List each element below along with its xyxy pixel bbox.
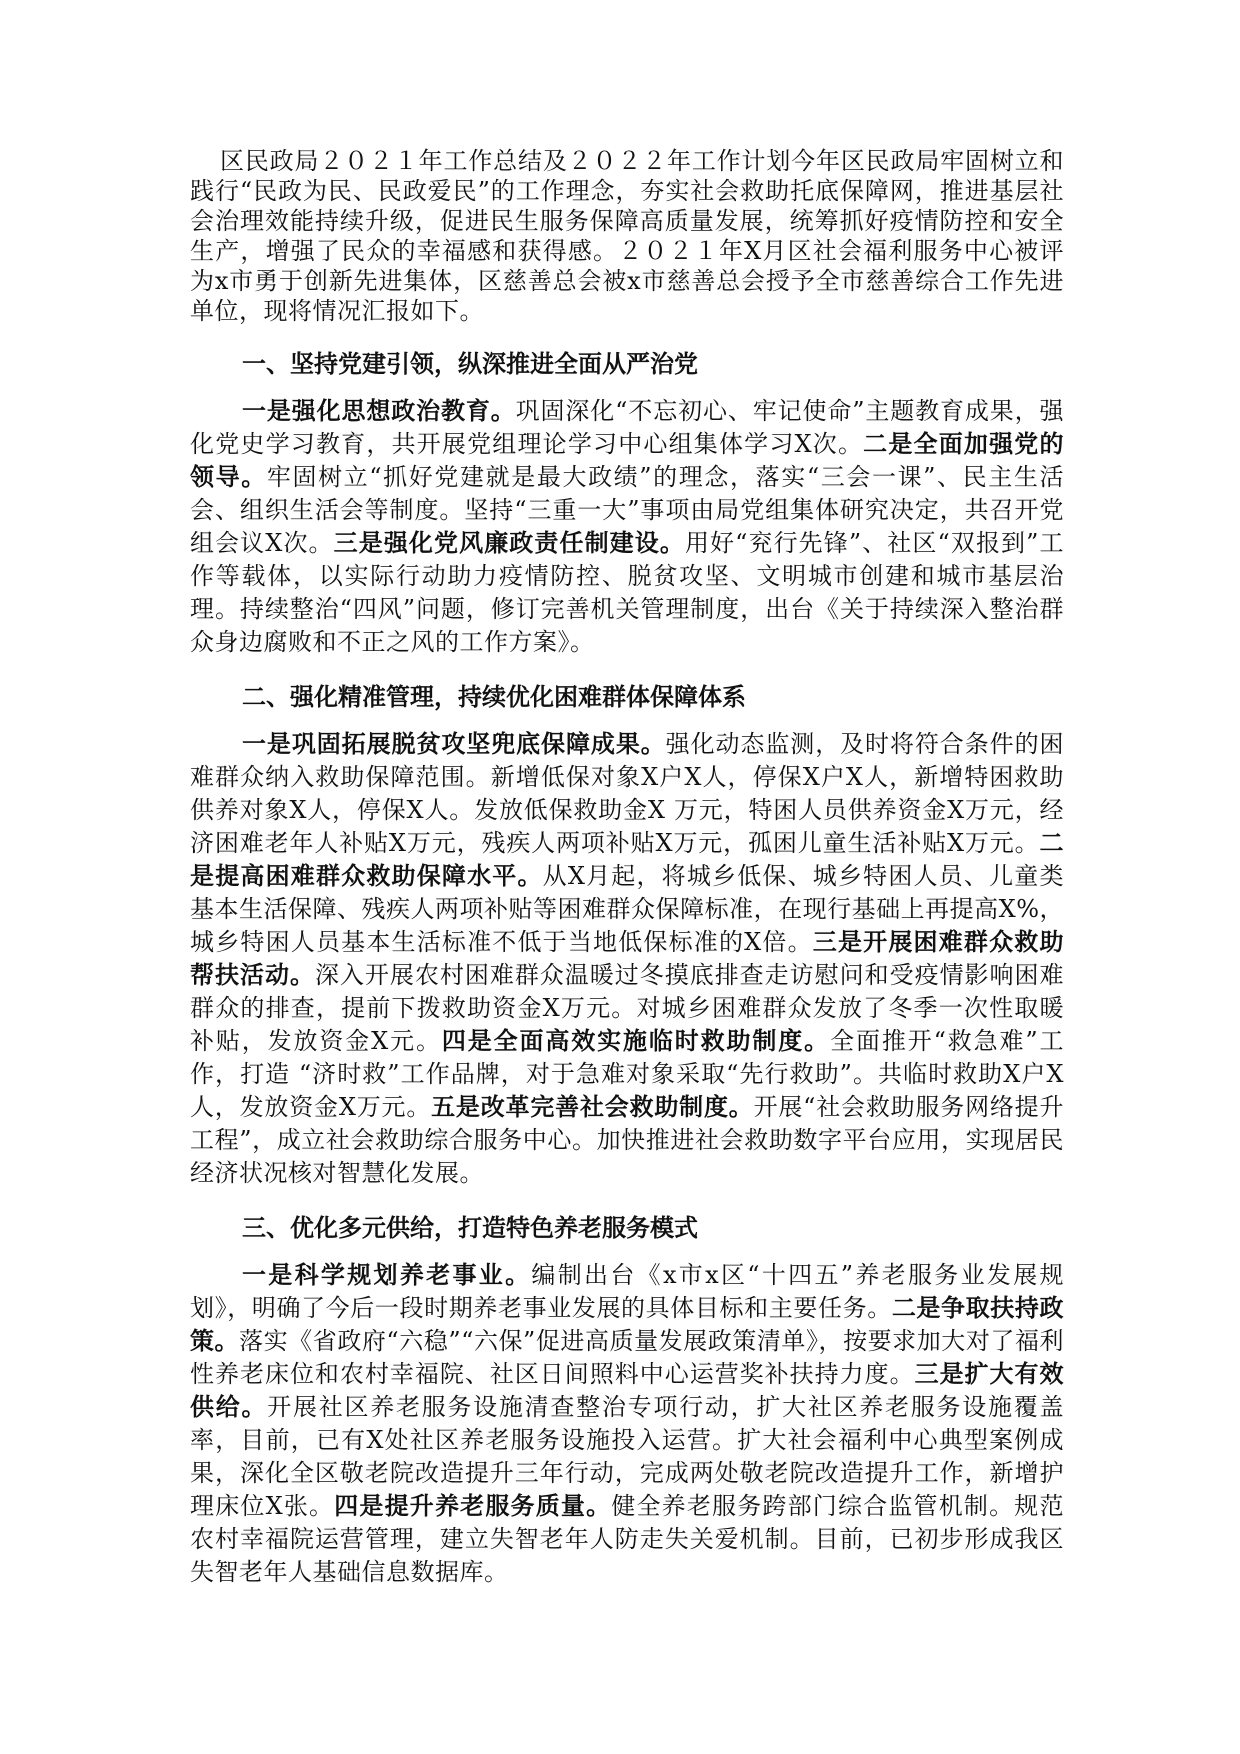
bold-lead-phrase: 一是巩固拓展脱贫攻坚兜底保障成果。 — [242, 730, 666, 758]
body-text: 开展社区养老服务设施清查整治专项行动，扩大社区养老服务设施覆盖率，目前，已有X处社区养老服务设施投入运营。扩大社会福利中心典型案例成果，深化全区敬老院改造提升三年行动，完成两处敬老院改造提升工作，新增护理床位X张。 — [190, 1393, 1065, 1520]
body-text: 牢固树立“抓好党建就是最大政绩”的理念，落实“三会一课”、民主生活会、组织生活会等制度。坚持“三重一大”事项由局党组集体研究决定，共召开党组会议X次。 — [190, 463, 1065, 557]
body-text: 全面推开“救急难”工作，打造 “济时救”工作品牌，对于急难对象采取“先行救助”。共临时救助X户X人，发放资金X万元。 — [190, 1027, 1065, 1121]
bold-lead-phrase: 五是改革完善社会救助制度。 — [431, 1093, 754, 1121]
body-text: 开展“社会救助服务网络提升工程”，成立社会救助综合服务中心。加快推进社会救助数字平台应用，实现居民经济状况核对智慧化发展。 — [190, 1093, 1064, 1187]
section-heading: 三、优化多元供给，打造特色养老服务模式 — [242, 1214, 698, 1242]
section-paragraph — [190, 1259, 1064, 1589]
bold-lead-phrase: 三是强化党风廉政责任制建设。 — [333, 529, 685, 557]
section-paragraph — [190, 728, 1064, 1190]
bold-lead-phrase: 一是强化思想政治教育。 — [242, 397, 516, 425]
bold-lead-phrase: 三是扩大有效供给。 — [190, 1360, 1065, 1421]
section-paragraph — [190, 395, 1064, 659]
body-text: 落实《省政府“六稳”“六保”促进高质量发展政策清单》，按要求加大对了福利性养老床位和农村幸福院、社区日间照料中心运营奖补扶持力度。 — [190, 1327, 1065, 1388]
document-page — [190, 146, 1064, 1589]
body-text: 巩固深化“不忘初心、牢记使命”主题教育成果，强化党史学习教育，共开展党组理论学习中心组集体学习X次。 — [190, 397, 1064, 458]
body-text: 编制出台《x市x区“十四五”养老服务业发展规划》，明确了今后一段时期养老事业发展的具体目标和主要任务。 — [190, 1261, 1065, 1322]
bold-lead-phrase: 二是争取扶持政策。 — [190, 1294, 1064, 1355]
body-text: 健全养老服务跨部门综合监管机制。规范农村幸福院运营管理，建立失智老年人防走失关爱机制。目前，已初步形成我区失智老年人基础信息数据库。 — [190, 1492, 1064, 1586]
bold-lead-phrase: 二是提高困难群众救助保障水平。 — [190, 829, 1064, 890]
intro-paragraph: 区民政局２０２１年工作总结及２０２２年工作计划今年区民政局牢固树立和践行“民政为民、民政爱民”的工作理念，夯实社会救助托底保障网，推进基层社会治理效能持续升级，促进民生服务保障高质量发展，统筹抓好疫情防控和安全生产，增强了民众的幸福感和获得感。２０２１年X月区社会福利服务中心被评为x市勇于创新先进集体，区慈善总会被x市慈善总会授予全市慈善综合工作先进单位，现将情况汇报如下。 — [190, 147, 1064, 325]
bold-lead-phrase: 二是全面加强党的领导。 — [190, 430, 1064, 491]
body-text: 深入开展农村困难群众温暖过冬摸底排查走访慰问和受疫情影响困难群众的排查，提前下拨救助资金X万元。对城乡困难群众发放了冬季一次性取暖补贴，发放资金X元。 — [190, 961, 1065, 1055]
bold-lead-phrase: 四是全面高效实施临时救助制度。 — [441, 1027, 831, 1055]
body-text: 用好“兖行先锋”、社区“双报到”工作等载体，以实际行动助力疫情防控、脱贫攻坚、文明城市创建和城市基层治理。持续整治“四风”问题，修订完善机关管理制度，出台《关于持续深入整治群众身边腐败和不正之风的工作方案》。 — [190, 529, 1064, 656]
section-heading: 二、强化精准管理，持续优化困难群体保障体系 — [242, 683, 746, 711]
body-text: 强化动态监测，及时将符合条件的困难群众纳入救助保障范围。新增低保对象X户X人，停保X户X人，新增特困救助供养对象X人，停保X人。发放低保救助金X 万元，特困人员供养资金X万元，经济困难老年人补贴X万元，残疾人两项补贴X万元，孤困儿童生活补贴X万元。 — [190, 730, 1064, 857]
body-text: 从X月起，将城乡低保、城乡特困人员、儿童类基本生活保障、残疾人两项补贴等困难群众保障标准，在现行基础上再提高X%，城乡特困人员基本生活标准不低于当地低保标准的X倍。 — [190, 862, 1064, 956]
bold-lead-phrase: 三是开展困难群众救助帮扶活动。 — [190, 928, 1064, 989]
bold-lead-phrase: 一是科学规划养老事业。 — [242, 1261, 532, 1289]
section-heading: 一、坚持党建引领，纵深推进全面从严治党 — [242, 350, 698, 378]
bold-lead-phrase: 四是提升养老服务质量。 — [334, 1492, 612, 1520]
